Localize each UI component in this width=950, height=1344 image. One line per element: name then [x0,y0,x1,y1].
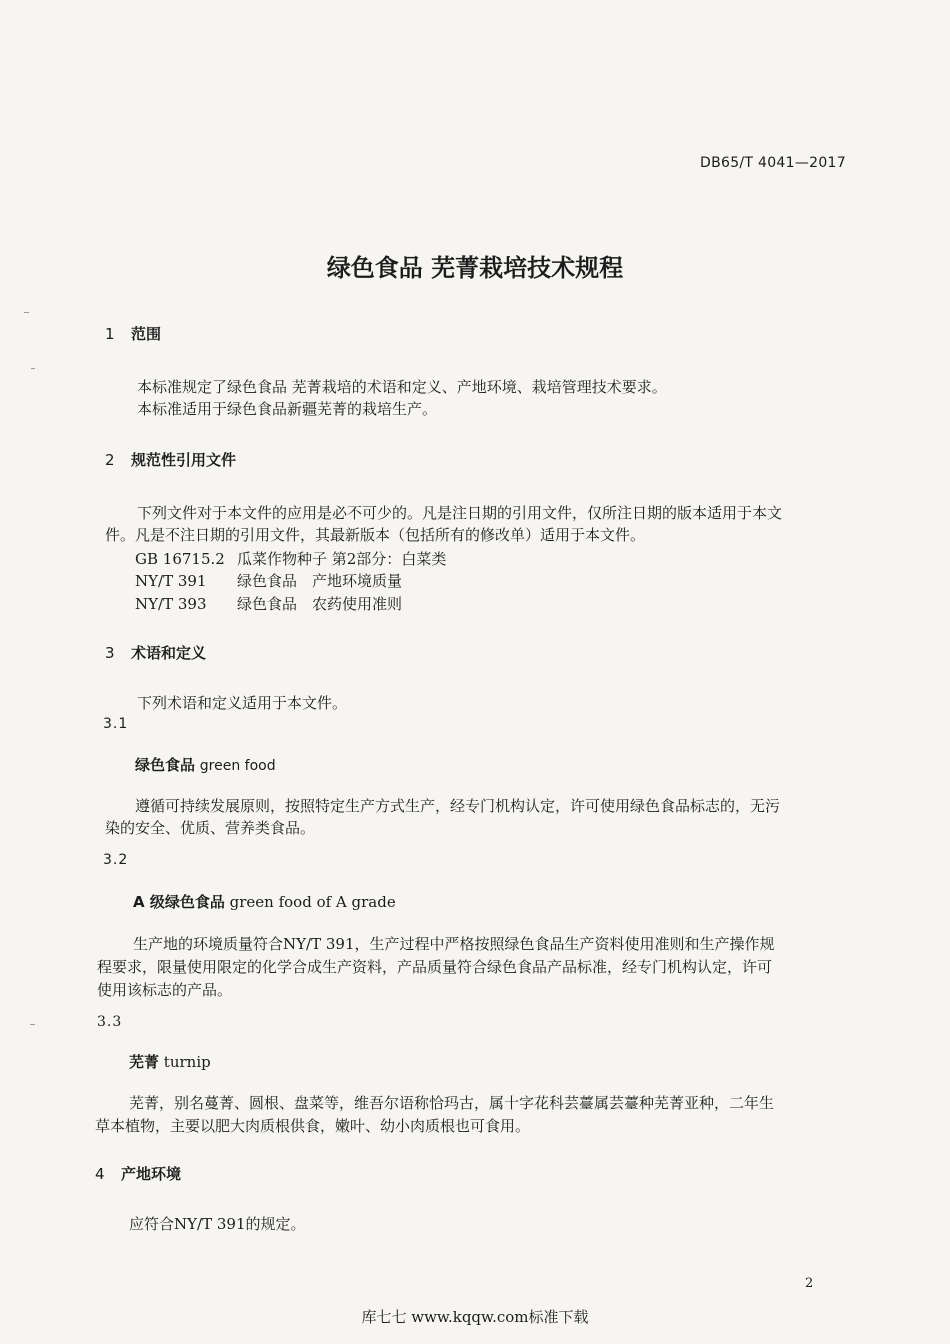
reference-code: NY/T 393 [135,595,207,613]
reference-title: 绿色食品 农药使用准则 [237,595,403,613]
document-code: DB65/T 4041—2017 [700,155,846,171]
term-english: turnip [163,1053,211,1071]
section-title: 术语和定义 [131,644,207,662]
section-number: 2 [105,451,115,469]
term-chinese: 芜菁 [129,1053,160,1071]
scan-mark [31,368,35,369]
section-number: 1 [105,325,115,343]
clause-number: 3.1 [103,716,129,732]
term-english: green food [199,758,276,774]
term-definition: 遵循可持续发展原则，按照特定生产方式生产，经专门机构认定，许可使用绿色食品标志的，无污 [135,797,781,815]
section-2-heading [105,449,236,470]
clause-number: 3.3 [97,1014,123,1030]
term-chinese: A 级绿色食品 [133,893,225,911]
section-3-intro: 下列术语和定义适用于本文件。 [137,694,348,712]
reference-title: 绿色食品 产地环境质量 [237,572,403,590]
section-2-paragraph: 下列文件对于本文件的应用是必不可少的。凡是注日期的引用文件，仅所注日期的版本适用于本文 [137,504,783,522]
term-entry [135,754,276,775]
term-entry [133,891,396,912]
term-definition: 染的安全、优质、营养类食品。 [105,819,316,837]
scan-mark [30,1024,35,1025]
term-english: green food of A grade [229,893,396,911]
section-4-heading [95,1163,181,1184]
section-2-paragraph: 件。凡是不注日期的引用文件，其最新版本（包括所有的修改单）适用于本文件。 [105,526,646,544]
term-entry [129,1051,211,1072]
section-title: 范围 [131,325,162,343]
term-definition: 使用该标志的产品。 [97,981,233,999]
reference-row [135,570,402,591]
section-4-paragraph: 应符合NY/T 391的规定。 [129,1215,306,1233]
reference-code: NY/T 391 [135,572,207,590]
section-title: 规范性引用文件 [131,451,237,469]
section-1-heading [105,323,161,344]
term-chinese: 绿色食品 [135,756,196,774]
reference-row [135,548,446,569]
document-title: 绿色食品 芜菁栽培技术规程 [326,254,624,282]
footer-watermark: 库七七 www.kqqw.com标准下载 [361,1308,589,1326]
section-number: 3 [105,644,115,662]
clause-number: 3.2 [103,852,129,868]
reference-code: GB 16715.2 [135,550,225,568]
section-1-paragraph: 本标准规定了绿色食品 芜菁栽培的术语和定义、产地环境、栽培管理技术要求。 [137,378,667,396]
term-definition: 生产地的环境质量符合NY/T 391，生产过程中严格按照绿色食品生产资料使用准则和生产操作规 [133,935,775,953]
term-definition: 程要求，限量使用限定的化学合成生产资料，产品质量符合绿色食品产品标准，经专门机构认定，许可 [97,958,773,976]
term-definition: 草本植物，主要以肥大肉质根供食，嫩叶、幼小肉质根也可食用。 [95,1117,531,1135]
reference-row [135,593,402,614]
section-title: 产地环境 [121,1165,182,1183]
scan-mark [24,312,29,313]
section-number: 4 [95,1165,105,1183]
term-definition: 芜菁，别名蔓菁、圆根、盘菜等，维吾尔语称恰玛古，属十字花科芸薹属芸薹种芜菁亚种，二年生 [129,1094,775,1112]
reference-title: 瓜菜作物种子 第2部分：白菜类 [237,550,447,568]
section-1-paragraph: 本标准适用于绿色食品新疆芜菁的栽培生产。 [137,400,438,418]
page-number: 2 [805,1276,814,1291]
section-3-heading [105,642,206,663]
